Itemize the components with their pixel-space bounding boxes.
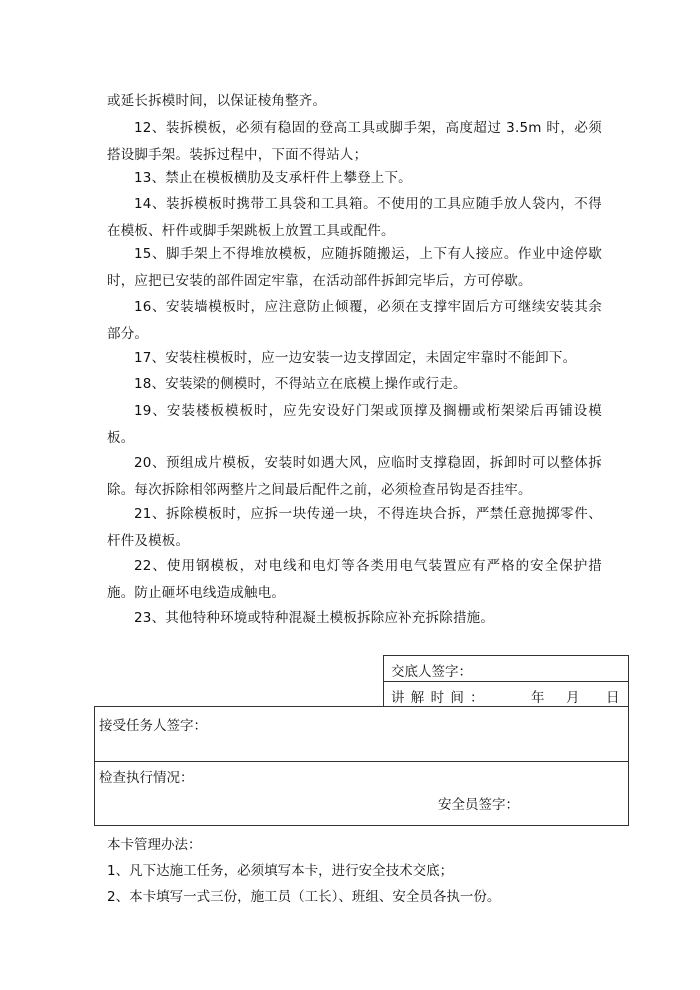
receiver-divider [94,761,629,762]
paragraph-item-20: 20、预组成片模板，安装时如遇大风，应临时支撑稳固，拆卸时可以整体拆除。每次拆除相邻两整片之间最后配件之前，必须检查吊钩是否挂牢。 [107,455,602,498]
safety-officer-signature-label: 安全员签字： [438,797,519,813]
receiver-signature-label: 接受任务人签字： [99,718,207,734]
paragraph-item-15: 15、脚手架上不得堆放模板，应随拆随搬运，上下有人接应。作业中途停歇时，应把已安装的部件固定牢靠，在活动部件拆卸完毕后，方可停歇。 [107,246,602,289]
day-label: 日 [606,690,620,706]
year-label: 年 [531,690,545,706]
paragraph-item-23: 23、其他特种环境或特种混凝土模板拆除应补充拆除措施。 [134,610,495,626]
month-label: 月 [566,690,580,706]
check-execution-label: 检查执行情况： [99,770,194,786]
paragraph-item-19: 19、安装楼板模板时，应先安设好门架或顶撑及搁栅或桁架梁后再铺设模板。 [107,403,602,446]
management-item-1: 1、凡下达施工任务，必须填写本卡，进行安全技术交底； [107,863,454,879]
paragraph-item-18: 18、安装梁的侧模时，不得站立在底模上操作或行走。 [134,376,467,392]
management-item-2: 2、本卡填写一式三份，施工员（工长）、班组、安全员各执一份。 [107,889,501,905]
paragraph-item-22: 22、使用钢模板，对电线和电灯等各类用电气装置应有严格的安全保护措施。防止砸坏电线造成触电。 [107,558,602,601]
briefer-signature-label: 交底人签字： [391,664,472,680]
paragraph-item-13: 13、禁止在模板横肋及支承杆件上攀登上下。 [134,170,412,186]
management-title: 本卡管理办法： [107,837,202,853]
paragraph-item-12: 12、装拆模板，必须有稳固的登高工具或脚手架，高度超过 3.5m 时，必须搭设脚手架。装拆过程中，下面不得站人； [107,120,602,163]
paragraph-item-16: 16、安装墙模板时，应注意防止倾覆，必须在支撑牢固后方可继续安装其余部分。 [107,299,602,342]
paragraph-continuation: 或延长拆模时间，以保证棱角整齐。 [107,93,327,109]
paragraph-item-21: 21、拆除模板时，应拆一块传递一块，不得连块合拆，严禁任意抛掷零件、杆件及模板。 [107,506,602,549]
explain-time-label: 讲 解 时 间 ： [391,690,485,706]
paragraph-item-14: 14、装拆模板时携带工具袋和工具箱。不使用的工具应随手放人袋内，不得在模板、杆件或脚手架跳板上放置工具或配件。 [107,196,602,239]
briefer-divider [383,681,629,682]
paragraph-item-17: 17、安装柱模板时，应一边安装一边支撑固定，未固定牢靠时不能卸下。 [134,350,577,366]
